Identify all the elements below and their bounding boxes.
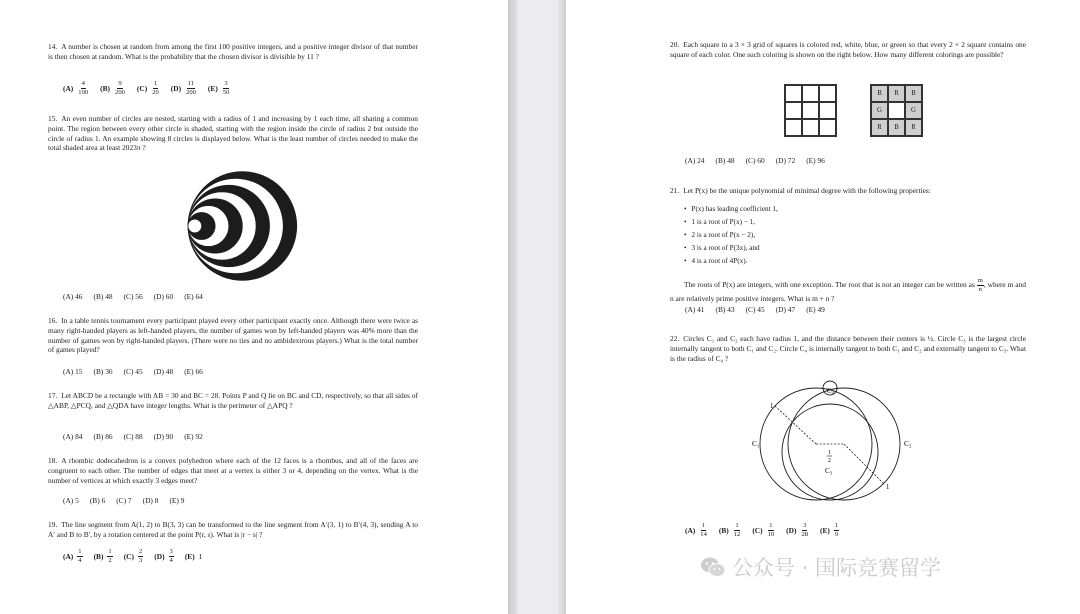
property-item: • 2 is a root of P(x − 2), [684,229,778,242]
choice-label: (D) [170,84,182,93]
choice-label: (C) [123,552,134,561]
answer-choice: (E) 64 [184,292,203,301]
answer-choices [685,156,836,165]
answer-choice [752,522,775,539]
label-c4: C₄ [827,388,834,395]
choice-fraction [114,80,126,97]
page-gutter-shadow [508,0,518,614]
fraction-numerator: 9 [118,80,122,87]
fraction-denominator: 28 [801,531,809,538]
answer-choice: (D) 72 [775,156,796,165]
answer-choice [185,552,203,561]
grid-cell [785,119,802,136]
fraction-denominator: 50 [222,89,230,96]
answer-choice: (D) 8 [142,496,159,505]
answer-choices [63,292,214,301]
nested-circle-r1 [188,219,202,233]
fraction-numerator: 1 [78,548,82,555]
problem-text: An even number of circles are nested, starting with a radius of 1 and increasing by 1 each time, all sharing a common point. The region between every other circle is shaded, starting with the region inside the circle of radius 2 but outside the circle of radius 1. An example showing 8 circles is displayed below. What is the least number of circles needed to make the total shaded area at least 2023π ? [48,114,418,153]
empty-grid [784,84,837,137]
page-gutter-shadow [558,0,566,614]
label-c3: C₃ [825,466,833,475]
problem-19 [48,520,418,540]
choice-value: 1 [198,552,203,561]
problem-21-continued [670,277,1026,304]
answer-choice: (A) 15 [63,367,83,376]
property-item: • P(x) has leading coefficient 1, [684,203,778,216]
answer-choice [63,548,83,565]
choice-label: (E) [207,84,218,93]
problem-number: 20. [670,40,680,49]
grid-cell-colored: G [871,102,888,119]
answer-choice: (A) 46 [63,292,83,301]
problem-text: A number is chosen at random from among the first 100 positive integers, and a positive integer divisor of that number is then chosen at random. What is the probability that the chosen divisor is divisible by 11 ? [48,42,418,61]
right-page [566,0,1080,614]
grid-cell [802,102,819,119]
nested-circles-figure [180,166,300,286]
choice-fraction [800,522,809,539]
choice-fraction [733,522,742,539]
fraction-numerator: 3 [169,548,173,555]
answer-choice: (C) 88 [123,432,143,441]
answer-choice: (A) 5 [63,496,79,505]
fraction-denominator: 12 [733,531,741,538]
problem-17 [48,391,418,411]
wechat-icon [700,556,726,578]
grid-cell [819,85,836,102]
answer-choice: (D) 60 [153,292,174,301]
answer-choice [820,522,839,539]
fraction-numerator: 2 [138,548,143,555]
problem-text: Each square in a 3 × 3 grid of squares is colored red, white, blue, or green so that every 2 × 2 square contains one square of each color. One such coloring is shown on the right below. How many different colorings are possible? [670,40,1026,59]
fraction-denominator: 4 [78,557,82,564]
grid-cell-colored: R [905,119,922,136]
choice-fraction [222,80,231,97]
answer-choice: (C) 45 [123,367,143,376]
problem-15 [48,114,418,153]
fraction-numerator: 1 [108,548,112,555]
answer-choice: (B) 48 [715,156,735,165]
answer-choices [63,80,241,97]
answer-choice [124,548,144,565]
grid-cell-colored: R [871,119,888,136]
answer-choice: (E) 9 [169,496,185,505]
problem-14 [48,42,418,62]
label-radius-1: 1 [770,403,774,410]
problem-text: Let P(x) be the unique polynomial of minimal degree with the following properties: [683,186,931,195]
property-item: • 4 is a root of 4P(x). [684,255,778,268]
problem-20 [670,40,1026,60]
fraction-numerator: 4 [81,80,85,87]
problem-22 [670,334,1026,363]
fraction-denominator: 4 [169,557,173,564]
watermark-text: 公众号 · 国际竞赛留学 [732,556,942,580]
choice-fraction [699,522,708,539]
answer-choice: (B) 48 [93,292,113,301]
fraction-denominator: 20 [152,89,159,96]
choice-label: (B) [100,84,111,93]
answer-choice [154,548,174,565]
problem-text: Circles C₁ and C₂ each have radius 1, and the distance between their centers is ½. Circle C₃ is the largest circle internally tangent to both C₁ and C₂. Circle C₄ is internally tangent to both C₁ and C₂ and externally tangent to C₃. What is the radius of C₄ ? [670,334,1026,363]
fraction-numerator: 1 [769,522,773,529]
answer-choice: (D) 47 [775,305,796,314]
answer-choice: (E) 96 [806,156,825,165]
answer-choice: (B) 6 [89,496,106,505]
problem-number: 22. [670,334,680,343]
answer-choice: (C) 7 [116,496,132,505]
problem-text: The roots of P(x) are integers, with one exception. The root that is not an integer can be written as [684,280,975,290]
answer-choices [63,548,213,565]
page-gutter [518,0,558,614]
choice-fraction [151,80,160,97]
answer-choice: (C) 45 [745,305,765,314]
fraction-denominator: 10 [767,531,775,538]
choice-label: (A) [685,526,696,535]
answer-choices [685,305,836,314]
answer-choice [63,80,89,97]
left-page [0,0,508,614]
grid-cell [785,85,802,102]
problem-text: Let ABCD be a rectangle with AB = 30 and BC = 28. Points P and Q lie on BC and CD, respectively, so that all sides of △ABP, △PCQ, and △QDA have integer lengths. What is the perimeter of △APQ ? [48,391,418,410]
label-half-numerator: 1 [828,450,831,456]
fraction-denominator: 200 [186,89,196,96]
answer-choice [719,522,741,539]
answer-choice: (D) 90 [153,432,174,441]
property-list [684,203,778,268]
fraction-denominator: 100 [78,89,89,96]
fraction-numerator: 1 [153,80,158,87]
answer-choice [685,522,708,539]
grid-cell-colored: B [905,85,922,102]
grid-cell [819,102,836,119]
problem-number: 15. [48,114,58,123]
choice-fraction [169,548,174,565]
fraction-numerator: 1 [735,522,739,529]
grid-cell [785,102,802,119]
fraction-m-over-n [977,277,984,294]
answer-choice: (E) 49 [806,305,825,314]
choice-label: (C) [752,526,763,535]
fraction-numerator: 1 [701,522,706,529]
answer-choices [685,522,850,539]
choice-fraction [834,522,839,539]
choice-fraction [767,522,776,539]
problem-number: 21. [670,186,680,195]
fraction-numerator: m [977,277,983,284]
answer-choice: (C) 56 [123,292,143,301]
answer-choice: (B) 43 [715,305,735,314]
choice-fraction [107,548,112,565]
answer-choice: (A) 41 [685,305,705,314]
answer-choice [171,80,197,97]
answer-choices [63,432,214,441]
grid-cell-colored: B [871,85,888,102]
grid-cell-colored: B [888,119,905,136]
answer-choice [100,80,126,97]
choice-fraction [138,548,143,565]
choice-fraction [77,80,89,97]
answer-choices [63,496,195,505]
answer-choice [786,522,809,539]
grid-cell-colored: R [888,85,905,102]
grid-cell [802,119,819,136]
fraction-numerator: 11 [187,80,195,87]
problem-number: 17. [48,391,58,400]
choice-label: (C) [136,84,148,93]
choice-fraction [77,548,82,565]
label-radius-2: 1 [886,484,890,491]
label-half-denominator: 2 [828,458,831,464]
fraction-denominator: 2 [108,557,112,564]
answer-choice: (C) 60 [745,156,765,165]
problem-text: A rhombic dodecahedron is a convex polyhedron where each of the 12 faces is a rhombus, and all of the faces are congruent to each other. The number of edges that meet at a vertex is either 3 or 4, depending on the vertex. What is the number of vertices at which exactly 3 edges meet? [48,456,418,485]
grid-cell-colored [888,102,905,119]
problem-16 [48,316,418,355]
radius-line-c1 [775,406,816,444]
fraction-denominator: 14 [700,531,707,538]
answer-choice: (E) 66 [184,367,203,376]
fraction-denominator: 200 [115,89,125,96]
answer-choice: (B) 86 [93,432,113,441]
problem-text: In a table tennis tournament every participant played every other participant exactly once. Although there were twice as many right-handed players as left-handed players, the number of games won by left-handed players was 40% more than the number of games won by right-handed players. (There were no ties and no ambidextrous players.) What is the total number of games played? [48,316,418,355]
fraction-numerator: 3 [803,522,807,529]
problem-text: , where m and n are relatively prime positive integers. What is m + n ? [670,280,1026,303]
fraction-numerator: 1 [834,522,839,529]
answer-choices [63,367,214,376]
property-item: • 1 is a root of P(x) − 1, [684,216,778,229]
choice-label: (D) [786,526,797,535]
grid-cell [819,119,836,136]
fraction-numerator: 3 [224,80,228,87]
choice-label: (D) [154,552,165,561]
property-item: • 3 is a root of P(3x), and [684,242,778,255]
problem-number: 14. [48,42,58,51]
choice-label: (E) [184,552,195,561]
choice-label: (A) [63,84,74,93]
answer-choice: (D) 48 [153,367,174,376]
circles-figure [752,376,916,522]
answer-choice [137,80,160,97]
problem-number: 18. [48,456,58,465]
answer-choice: (A) 84 [63,432,83,441]
colored-grid [870,84,923,137]
problem-18 [48,456,418,485]
problem-text: The line segment from A(1, 2) to B(3, 3) can be transformed to the line segment from A′(3, 1) to B′(4, 3), sending A to A′ and B to B′, by a rotation centered at the point P(r, s). What is |r − s| ? [48,520,418,539]
answer-choice: (E) 92 [184,432,203,441]
answer-choice: (A) 24 [685,156,705,165]
grid-cell [802,85,819,102]
choice-label: (B) [718,526,729,535]
grid-cell-colored: G [905,102,922,119]
choice-label: (A) [63,552,74,561]
fraction-denominator: n [978,286,982,293]
watermark [700,552,941,582]
answer-choice [208,80,230,97]
fraction-denominator: 3 [138,557,143,564]
problem-number: 16. [48,316,58,325]
label-c2: C₂ [904,439,912,448]
answer-choice: (B) 36 [93,367,113,376]
choice-fraction [185,80,197,97]
fraction-denominator: 9 [834,531,839,538]
choice-label: (E) [820,526,830,535]
problem-21 [670,186,1026,196]
label-c1: C₁ [752,439,760,448]
problem-number: 19. [48,520,58,529]
choice-label: (B) [93,552,104,561]
answer-choice [94,548,113,565]
